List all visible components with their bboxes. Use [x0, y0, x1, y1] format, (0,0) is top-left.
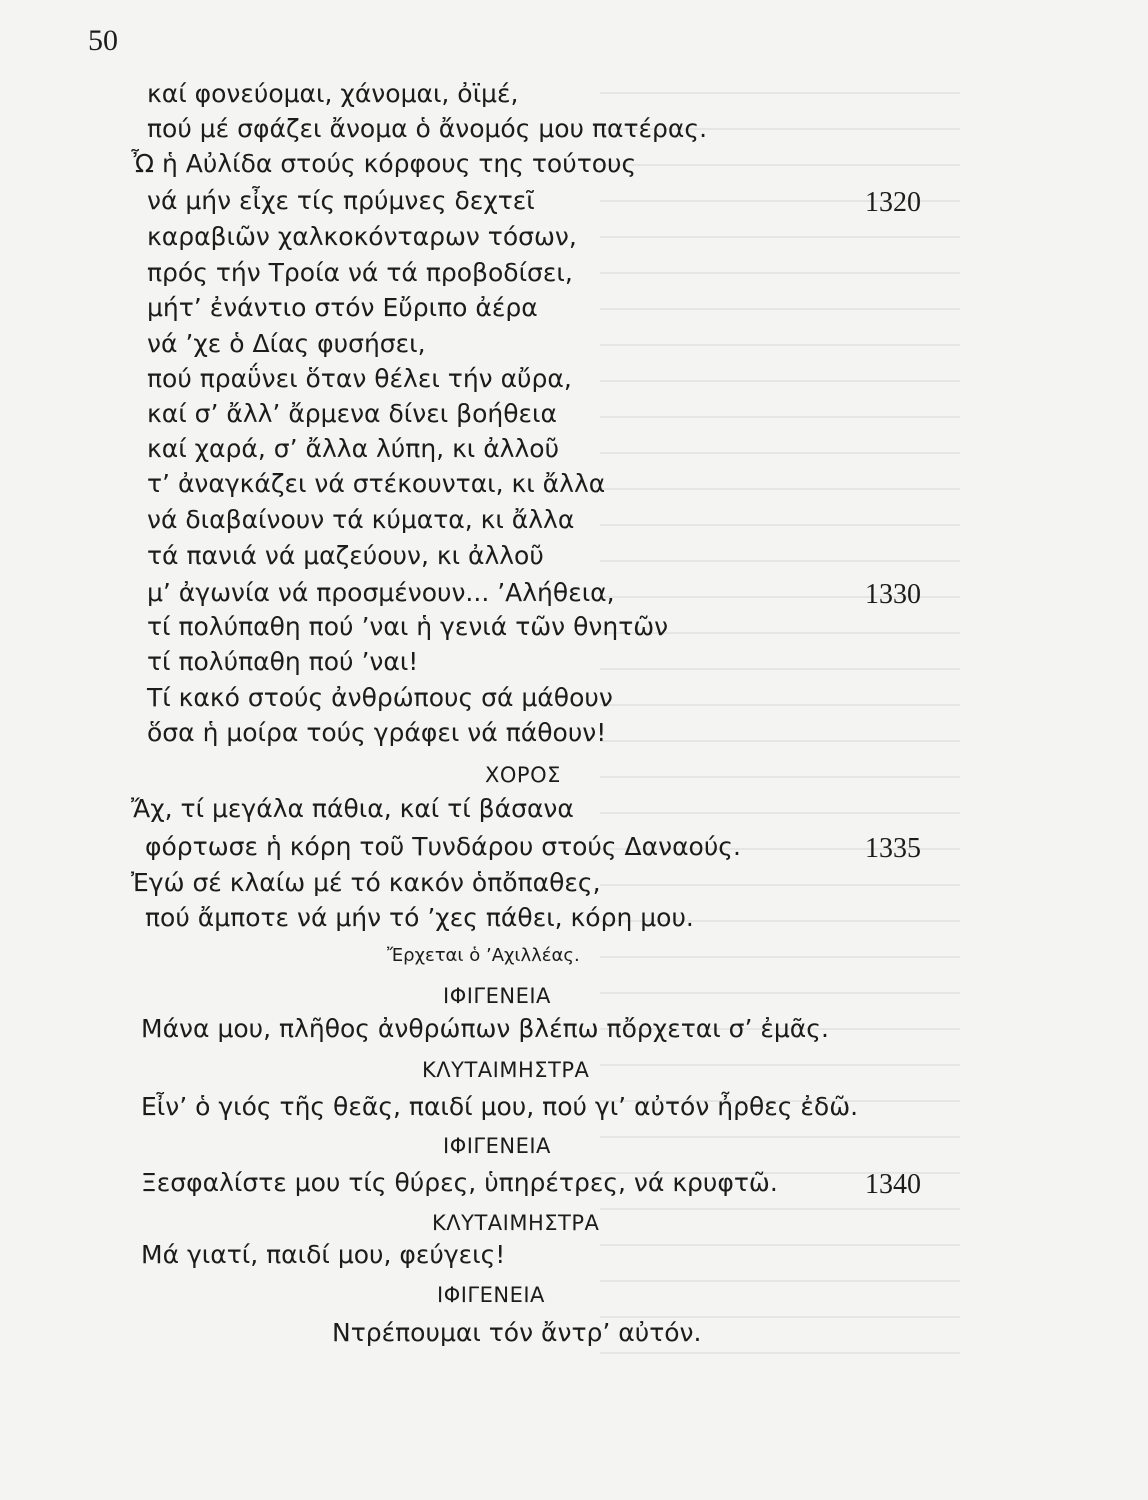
page-number: 50: [88, 24, 118, 57]
verse-line: τ’ ἀναγκάζει νά στέκουνται, κι ἄλλα: [147, 469, 606, 498]
line-number: 1330: [865, 579, 921, 610]
speaker-clytemnestra: ΚΛΥΤΑΙΜΗΣΤΡΑ: [432, 1211, 600, 1235]
dialogue-line: Εἶν’ ὁ γιός τῆς θεᾶς, παιδί μου, πού γι’ αὐτόν ἦρθες ἐδῶ.: [141, 1092, 859, 1121]
chorus-line: πού ἄμποτε νά μήν τό ’χες πάθει, κόρη μου.: [145, 903, 694, 932]
speaker-clytemnestra: ΚΛΥΤΑΙΜΗΣΤΡΑ: [422, 1058, 590, 1082]
dialogue-line: Μάνα μου, πλῆθος ἀνθρώπων βλέπω πὄρχεται σ’ ἐμᾶς.: [141, 1014, 829, 1043]
line-number: 1335: [865, 833, 921, 864]
speaker-iphigenia: ΙΦΙΓΕΝΕΙΑ: [437, 1283, 545, 1307]
verse-line: καραβιῶν χαλκοκόνταρων τόσων,: [147, 222, 577, 251]
speaker-iphigenia: ΙΦΙΓΕΝΕΙΑ: [443, 1134, 551, 1158]
verse-line: νά ’χε ὁ Δίας φυσήσει,: [147, 329, 426, 358]
dialogue-line: Ντρέπουμαι τόν ἄντρ’ αὐτόν.: [332, 1318, 702, 1347]
verse-line: πού μέ σφάζει ἄνομα ὁ ἄνομός μου πατέρας.: [147, 114, 708, 143]
verse-line: τί πολύπαθη πού ’ναι ἡ γενιά τῶν θνητῶν: [147, 612, 669, 641]
chorus-line: Ἐγώ σέ κλαίω μέ τό κακόν ὁπὄπαθες,: [131, 868, 601, 897]
speaker-chorus: ΧΟΡΟΣ: [485, 763, 561, 787]
chorus-line: φόρτωσε ἡ κόρη τοῦ Τυνδάρου στούς Δαναούς.: [145, 832, 741, 861]
speaker-iphigenia: ΙΦΙΓΕΝΕΙΑ: [443, 984, 551, 1008]
stage-direction: Ἔρχεται ὁ ’Αχιλλέας.: [387, 945, 580, 966]
line-number: 1320: [865, 187, 921, 218]
verse-line: τά πανιά νά μαζεύουν, κι ἀλλοῦ: [147, 541, 544, 570]
verse-line: μ’ ἀγωνία νά προσμένουν... ’Αλήθεια,: [147, 578, 615, 607]
verse-line: νά μήν εἶχε τίς πρύμνες δεχτεῖ: [147, 186, 535, 215]
line-number: 1340: [865, 1169, 921, 1200]
verse-line: Ὦ ἡ Αὐλίδα στούς κόρφους της τούτους: [131, 149, 637, 178]
dialogue-line: Μά γιατί, παιδί μου, φεύγεις!: [141, 1240, 506, 1269]
verse-line: καί φονεύομαι, χάνομαι, ὀϊμέ,: [147, 79, 519, 108]
verse-line: πρός τήν Τροία νά τά προβοδίσει,: [147, 258, 573, 287]
verse-line: καί σ’ ἄλλ’ ἄρμενα δίνει βοήθεια: [147, 399, 557, 428]
verse-line: νά διαβαίνουν τά κύματα, κι ἄλλα: [147, 505, 575, 534]
verse-line: πού πραΰνει ὅταν θέλει τήν αὔρα,: [147, 364, 572, 393]
verse-line: καί χαρά, σ’ ἄλλα λύπη, κι ἀλλοῦ: [147, 434, 560, 463]
verse-line: τί πολύπαθη πού ’ναι!: [147, 647, 419, 676]
dialogue-line: Ξεσφαλίστε μου τίς θύρες, ὑπηρέτρες, νά κρυφτῶ.: [141, 1168, 778, 1197]
verse-line: μήτ’ ἐνάντιο στόν Εὔριπο ἀέρα: [147, 293, 538, 322]
verse-line: Τί κακό στούς ἀνθρώπους σά μάθουν: [147, 683, 613, 712]
chorus-line: Ἄχ, τί μεγάλα πάθια, καί τί βάσανα: [131, 794, 574, 823]
verse-line: ὅσα ἡ μοίρα τούς γράφει νά πάθουν!: [147, 718, 607, 747]
